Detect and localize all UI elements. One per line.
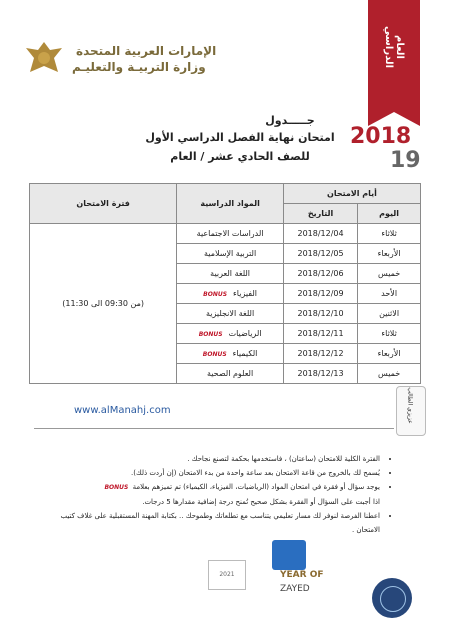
- date-cell-text: 2018/12/05: [297, 249, 344, 258]
- dear-student-label: عزيزي الطالب: [406, 387, 414, 424]
- day-cell: [358, 364, 421, 384]
- day-cell: [358, 304, 421, 324]
- day-cell-text: الاثنين: [379, 309, 400, 318]
- subject-cell: [177, 224, 284, 244]
- date-cell-text: 2018/12/10: [297, 309, 344, 318]
- year-of-zayed-logo: ZAYED: [280, 584, 310, 594]
- date-cell: [283, 244, 357, 264]
- subject-cell: [177, 284, 284, 304]
- day-cell-text: ثلاثاء: [381, 229, 397, 238]
- subject-cell: [177, 304, 284, 324]
- bonus-badge: BONUS: [202, 351, 227, 358]
- day-header: اليوم: [358, 204, 421, 224]
- date-cell: [283, 264, 357, 284]
- date-cell: [283, 304, 357, 324]
- website-link[interactable]: www.alManahj.com: [74, 405, 171, 416]
- day-cell-text: الأحد: [381, 289, 398, 298]
- speech-bubble-icon: [272, 540, 306, 570]
- exam-schedule-table: [29, 183, 421, 384]
- day-cell: [358, 244, 421, 264]
- note-item: [50, 480, 380, 495]
- ribbon-label: العام الدراسي: [383, 25, 405, 69]
- date-cell-text: 2018/12/13: [297, 369, 344, 378]
- table-row: [30, 224, 421, 244]
- day-cell-text: الأربعاء: [377, 349, 401, 358]
- subject-cell-text: التربية الإسلامية: [203, 249, 257, 258]
- subjects-header: المواد الدراسية: [177, 184, 284, 224]
- vision-year: 2021: [219, 571, 235, 578]
- bonus-badge: BONUS: [198, 331, 223, 338]
- date-cell-text: 2018/12/06: [297, 269, 344, 278]
- ministry-seal-inner: [380, 586, 406, 612]
- subject-cell: [177, 244, 284, 264]
- subject-cell-text: الدراسات الاجتماعية: [196, 229, 264, 238]
- date-cell: [283, 224, 357, 244]
- note-text: يوجد سؤال أو فقرة في امتحان المواد (الرياضيات، الفيزياء، الكيمياء) تم تميزهم بعلامة: [132, 483, 380, 491]
- notes-list: [50, 452, 394, 537]
- date-cell-text: 2018/12/09: [297, 289, 344, 298]
- grade-title: للصف الحادي عشر / العام: [170, 150, 310, 163]
- exam-title: امتحان نهاية الفصل الدراسي الأول: [145, 131, 335, 144]
- day-cell-text: الأربعاء: [377, 249, 401, 258]
- day-cell: [358, 324, 421, 344]
- subject-cell-text: الرياضيات: [228, 329, 262, 338]
- date-cell: [283, 364, 357, 384]
- day-cell: [358, 344, 421, 364]
- day-cell-text: خميس: [378, 269, 401, 278]
- bonus-badge: BONUS: [104, 484, 129, 491]
- date-cell: [283, 284, 357, 304]
- ministry-country: الإمارات العربية المتحدة: [76, 44, 217, 58]
- subject-cell: [177, 264, 284, 284]
- subject-cell-text: اللغة العربية: [210, 269, 251, 278]
- period-header: فترة الامتحان: [30, 184, 177, 224]
- subject-cell-text: الكيمياء: [232, 349, 258, 358]
- divider: [34, 428, 394, 429]
- exam-days-header: أيام الامتحان: [283, 184, 420, 204]
- subject-cell: [177, 324, 284, 344]
- ministry-name: وزارة التربيـة والتعليـم: [72, 60, 206, 74]
- uae-vision-logo: [208, 560, 246, 590]
- subject-cell: [177, 364, 284, 384]
- uae-emblem-icon: [22, 38, 66, 82]
- day-cell-text: خميس: [378, 369, 401, 378]
- year-end: 19: [390, 148, 421, 173]
- subject-cell-text: اللغة الانجليزية: [206, 309, 255, 318]
- date-cell-text: 2018/12/12: [297, 349, 344, 358]
- note-item: • اعطنا الفرصة لنوفر لك مسار تعليمي يتناسب مع تطلعاتك وطموحك .. بكتابة المهنة المستقبلية على غلاف كتيب الامتحان .: [50, 509, 380, 537]
- note-item: اذا أجبت على السؤال أو الفقرة بشكل صحيح تُمنح درجة إضافية مقدارها 5 درجات.: [142, 498, 380, 506]
- date-cell: [283, 344, 357, 364]
- note-item: • يُسمح لك بالخروج من قاعة الامتحان بعد ساعة واحدة من بدء الامتحان (إن أردت ذلك).: [50, 466, 380, 480]
- period-cell: [30, 224, 177, 384]
- schedule-title: جـــــدول: [265, 114, 315, 127]
- subject-cell-text: الفيزياء: [233, 289, 258, 298]
- note-item: • الفترة الكلية للامتحان (ساعتان) ، فاستخدمها بحكمة لتصنع نجاحك .: [50, 452, 380, 466]
- year-of-label: YEAR OF: [280, 570, 324, 580]
- year-start: 2018: [350, 124, 412, 149]
- date-cell: [283, 324, 357, 344]
- bonus-badge: BONUS: [203, 291, 228, 298]
- day-cell: [358, 224, 421, 244]
- date-header: التاريخ: [283, 204, 357, 224]
- period-text: (من 09:30 الى 11:30): [62, 299, 144, 308]
- day-cell-text: ثلاثاء: [381, 329, 397, 338]
- date-cell-text: 2018/12/04: [297, 229, 344, 238]
- day-cell: [358, 284, 421, 304]
- subject-cell: [177, 344, 284, 364]
- date-cell-text: 2018/12/11: [297, 329, 344, 338]
- day-cell: [358, 264, 421, 284]
- subject-cell-text: العلوم الصحية: [206, 369, 254, 378]
